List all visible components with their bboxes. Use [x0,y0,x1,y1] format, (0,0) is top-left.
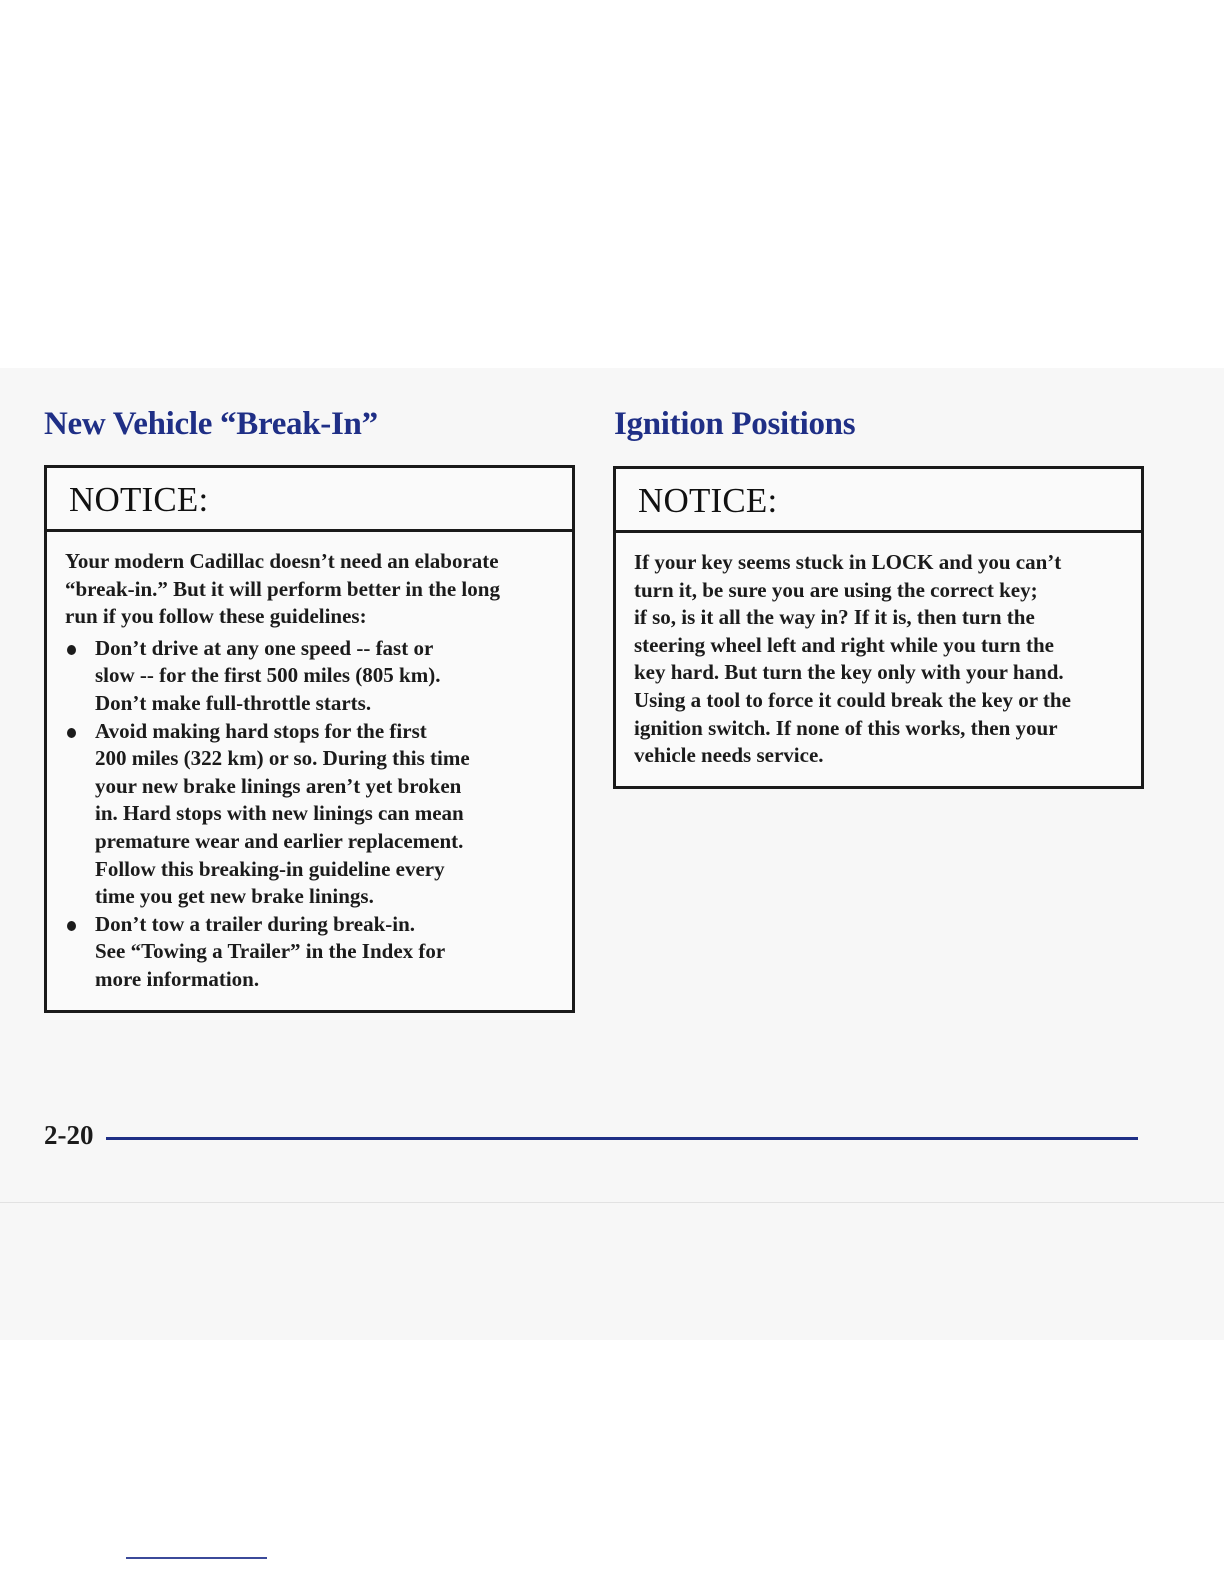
guideline-line: in. Hard stops with new linings can mean [95,801,464,826]
guideline-text [95,911,554,994]
ignition-line: key hard. But turn the key only with your hand. [634,660,1064,685]
ignition-line: turn it, be sure you are using the correct key; [634,577,1038,602]
ignition-notice-heading: NOTICE: [616,469,1141,533]
guideline-line: Follow this breaking-in guideline every [95,856,445,881]
ignition-notice-body [616,533,1141,770]
guideline-line: 200 miles (322 km) or so. During this time [95,746,470,771]
band-divider [0,1202,1224,1203]
bullet-dot-icon [67,921,76,931]
ignition-positions-section-title: Ignition Positions [614,406,856,442]
guideline-line: See “Towing a Trailer” in the Index for [95,939,446,964]
break-in-notice-heading: NOTICE: [47,468,572,532]
page-number: 2-20 [44,1120,94,1150]
ignition-line: If your key seems stuck in LOCK and you can’t [634,550,1062,574]
guideline-line: premature wear and earlier replacement. [95,828,464,853]
guideline-line: your new brake linings aren’t yet broken [95,773,462,798]
break-in-guidelines-list [65,635,554,994]
ignition-line: if so, is it all the way in? If it is, then turn the [634,605,1035,630]
guideline-bullet-speed [65,635,554,718]
bottom-underline-mark [126,1557,267,1559]
ignition-line: steering wheel left and right while you turn the [634,632,1054,657]
break-in-notice-box [44,465,575,1013]
guideline-text [95,718,554,911]
break-in-intro-line: run if you follow these guidelines: [65,604,367,629]
ignition-line: vehicle needs service. [634,743,824,768]
guideline-line: Don’t tow a trailer during break-in. [95,911,416,936]
ignition-notice-text [634,549,1123,770]
guideline-line: slow -- for the first 500 miles (805 km). [95,663,441,688]
guideline-line: more information. [95,966,260,991]
bullet-dot-icon [67,728,76,738]
break-in-intro [65,548,554,631]
footer-rule [106,1137,1138,1140]
bullet-dot-icon [67,645,76,655]
ignition-line: ignition switch. If none of this works, then your [634,715,1058,740]
guideline-line: Don’t drive at any one speed -- fast or [95,635,434,660]
ignition-notice-box [613,466,1144,789]
break-in-intro-line: “break-in.” But it will perform better in the long [65,576,500,601]
guideline-line: Don’t make full-throttle starts. [95,690,372,715]
guideline-line: time you get new brake linings. [95,884,374,909]
ignition-line: Using a tool to force it could break the key or the [634,687,1071,712]
break-in-notice-body [47,532,572,994]
guideline-bullet-brakes [65,718,554,911]
break-in-intro-line: Your modern Cadillac doesn’t need an elaborate [65,549,499,573]
break-in-section-title: New Vehicle “Break-In” [44,406,378,442]
guideline-line: Avoid making hard stops for the first [95,718,427,743]
guideline-text [95,635,554,718]
guideline-bullet-towing [65,911,554,994]
